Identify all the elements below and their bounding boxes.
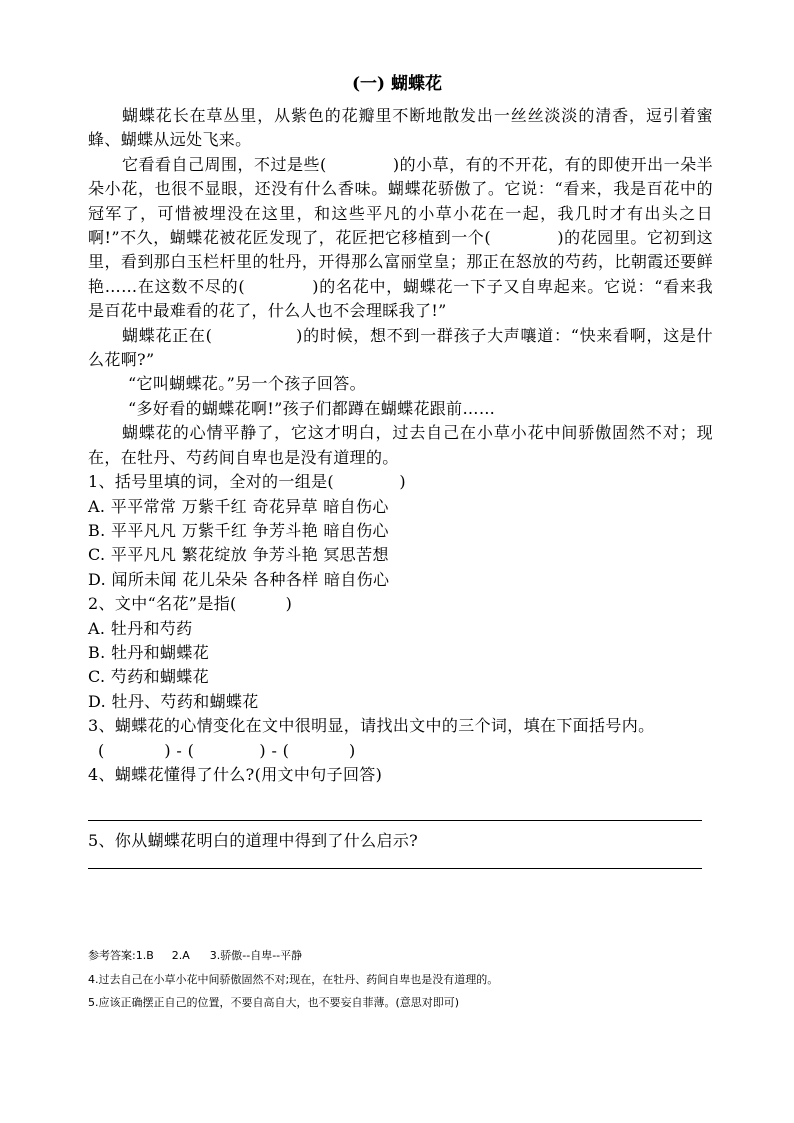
- question-2-option-c: C. 芍药和蝴蝶花: [88, 667, 209, 687]
- question-2-option-b: B. 牡丹和蝴蝶花: [88, 642, 210, 662]
- question-3-blanks: ( ) - ( ) - ( ): [98, 740, 356, 760]
- passage-paragraph-6: 蝴蝶花的心情平静了，它这才明白，过去自己在小草小花中间骄傲固然不对；现在，在牡丹、芍药间自卑也是没有道理的。: [88, 423, 713, 467]
- question-2-option-d: D. 牡丹、芍药和蝴蝶花: [88, 691, 259, 711]
- answer-key-line-1: [88, 944, 498, 968]
- question-4-answer-line: [88, 820, 702, 821]
- question-1: 1、括号里填的词，全对的一组是( ): [88, 472, 407, 492]
- question-5-answer-line: [88, 868, 702, 869]
- question-1-option-d: D. 闻所未闻 花儿朵朵 各种各样 暗自伤心: [88, 569, 390, 589]
- answer-3: 3.骄傲--自卑--平静: [209, 949, 303, 962]
- answer-2: 2.A: [171, 949, 190, 962]
- answer-key-line-3: 5.应该正确摆正自己的位置，不要自高自大，也不要妄自菲薄。(意思对即可): [88, 996, 460, 1009]
- question-1-option-a: A. 平平常常 万紫千红 奇花异草 暗自伤心: [88, 496, 389, 516]
- question-2-option-a: A. 牡丹和芍药: [88, 618, 193, 638]
- passage-paragraph-1: 蝴蝶花长在草丛里，从紫色的花瓣里不断地散发出一丝丝淡淡的清香，逗引着蜜蜂、蝴蝶从远处飞来。: [88, 106, 713, 150]
- answer-key: [88, 944, 498, 1015]
- worksheet-body: [88, 104, 713, 787]
- answer-1: 参考答案:1.B: [88, 949, 154, 962]
- question-4: 4、蝴蝶花懂得了什么?(用文中句子回答): [88, 764, 383, 784]
- question-1-option-b: B. 平平凡凡 万紫千红 争芳斗艳 暗自伤心: [88, 520, 389, 540]
- question-1-option-c: C. 平平凡凡 繁花绽放 争芳斗艳 冥思苦想: [88, 545, 389, 565]
- answer-key-line-2: 4.过去自己在小草小花中间骄傲固然不对;现在，在牡丹、药间自卑也是没有道理的。: [88, 972, 499, 986]
- question-3: 3、蝴蝶花的心情变化在文中很明显，请找出文中的三个词，填在下面括号内。: [88, 716, 655, 736]
- page-title: (一) 蝴蝶花: [351, 74, 442, 94]
- passage-paragraph-4: “它叫蝴蝶花。”另一个孩子回答。: [128, 374, 366, 394]
- passage-paragraph-5: “多好看的蝴蝶花啊!”孩子们都蹲在蝴蝶花跟前……: [128, 398, 496, 418]
- passage-paragraph-2: 它看看自己周围，不过是些( )的小草，有的不开花，有的即使开出一朵半朵小花，也很不显眼，还没有什么香味。蝴蝶花骄傲了。它说：“看来，我是百花中的冠军了，可惜被埋没在这里，和这些平凡的小草小花在一起，我几时才有出头之日啊!”不久，蝴蝶花被花匠发现了，花匠把它移植到一个( )的花园里。它初到这里，看到那白玉栏杆里的牡丹，开得那么富丽堂皇；那正在怒放的芍药，比朝霞还要鲜艳……在这数不尽的( )的名花中，蝴蝶花一下子又自卑起来。它说：“看来我是百花中最难看的花了，什么人也不会理睬我了!”: [88, 154, 713, 321]
- question-5: 5、你从蝴蝶花明白的道理中得到了什么启示?: [88, 831, 419, 850]
- passage-paragraph-3: 蝴蝶花正在( )的时候，想不到一群孩子大声嚷道：“快来看啊，这是什么花啊?”: [88, 325, 713, 370]
- question-2: 2、文中“名花”是指( ): [88, 594, 293, 614]
